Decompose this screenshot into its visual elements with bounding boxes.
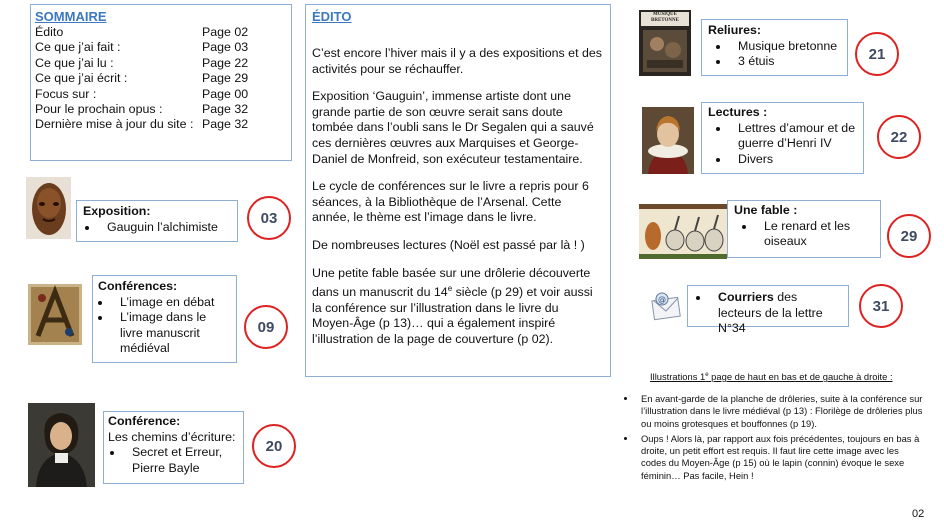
- exposition-box: [76, 200, 238, 242]
- sommaire-list: [35, 25, 291, 133]
- reliures-box: [701, 19, 848, 76]
- sommaire-row: [35, 56, 291, 71]
- illustrations-note: • En avant-garde de la planche de drôleries, suite à la conférence sur l’illustration dans le livre médiéval (p 13) : Florilège de drôleries plus ou moins grotesques et bouffonnes (p 19).: [637, 393, 923, 430]
- sommaire-row: [35, 71, 291, 86]
- musique-bretonne-cover-image: [639, 10, 691, 76]
- sommaire-row: [35, 40, 291, 55]
- sommaire-row-label: Ce que j’ai lu :: [35, 55, 114, 70]
- conference-heading: Conférence:: [108, 414, 181, 428]
- sommaire-row-label: Ce que j’ai écrit :: [35, 71, 128, 86]
- conferences-list: [98, 295, 231, 357]
- conference-subtitle: Les chemins d’écriture:: [108, 429, 236, 444]
- lectures-item: • Lettres d’amour et de guerre d’Henri IV: [730, 121, 857, 152]
- fable-list: [734, 219, 874, 250]
- courriers-list: [694, 290, 842, 337]
- illustrations-notes: [625, 393, 923, 485]
- fable-heading: Une fable :: [734, 203, 798, 217]
- reliures-heading: Reliures:: [708, 23, 762, 37]
- reliures-list: [708, 39, 841, 70]
- conferences-item: • L’image dans le livre manuscrit médiéval: [112, 310, 231, 357]
- queen-portrait-image: [642, 107, 694, 174]
- pierre-bayle-portrait-image: [28, 403, 95, 487]
- sommaire-row: [35, 117, 291, 132]
- sommaire-row-label: Édito: [35, 25, 64, 39]
- fable-item: • Le renard et les oiseaux: [756, 219, 874, 250]
- page-number-circle-reliures: 21: [855, 32, 899, 76]
- fable-box: [727, 200, 881, 258]
- page-number: 02: [912, 508, 925, 520]
- conferences-item: • L’image en débat: [112, 295, 231, 311]
- conference-box: [103, 411, 244, 484]
- reliures-item: • 3 étuis: [730, 54, 841, 70]
- courriers-box: [687, 285, 849, 335]
- page-number-circle-courriers: 31: [859, 284, 903, 328]
- lectures-list: [708, 121, 857, 168]
- fox-and-birds-drolerie-image: [639, 204, 727, 259]
- edito-paragraph: C’est encore l’hiver mais il y a des expositions et des activités pour se réchauffer.: [312, 46, 602, 76]
- exposition-heading: Exposition:: [83, 204, 151, 218]
- edito-box: [305, 4, 611, 377]
- page-number-circle-fable: 29: [887, 214, 931, 258]
- edito-paragraph: De nombreuses lectures (Noël est passé par là ! ): [312, 237, 585, 252]
- reliures-item: • Musique bretonne: [730, 39, 841, 55]
- sommaire-row-page: Page 03: [202, 40, 249, 55]
- lectures-item: • Divers: [730, 152, 857, 168]
- edito-paragraph: Le cycle de conférences sur le livre a repris pour 6 séances, à la Bibliothèque de l’Arsenal. Cette année, le thème est l’image dans le livre.: [312, 179, 589, 225]
- sommaire-row-label: Pour le prochain opus :: [35, 102, 163, 117]
- page-number-circle-lectures: 22: [877, 115, 921, 159]
- sommaire-title: SOMMAIRE: [35, 9, 107, 24]
- mask-portrait-image: [26, 177, 71, 239]
- cover-title-text: MUSIQUE BRETONNE: [651, 12, 679, 23]
- mail-envelope-icon: [651, 291, 681, 321]
- sommaire-row: [35, 25, 291, 40]
- illustrations-notes-list: [625, 393, 923, 482]
- sommaire-row: [35, 87, 291, 102]
- sommaire-row-page: Page 32: [202, 117, 249, 132]
- sommaire-row-label: Focus sur :: [35, 86, 97, 101]
- page-number-circle-exposition: 03: [247, 196, 291, 240]
- sommaire-row-page: Page 32: [202, 102, 249, 117]
- sommaire-box: [30, 4, 292, 161]
- conferences-box: [92, 275, 237, 363]
- exposition-item: • Gauguin l’alchimiste: [99, 220, 231, 236]
- conferences-heading: Conférences:: [98, 279, 178, 293]
- manuscript-initial-image: [28, 284, 82, 345]
- edito-paragraphs: [312, 46, 602, 254]
- svg-text:@: @: [658, 295, 666, 304]
- sommaire-row-label: Ce que j’ai fait :: [35, 40, 121, 55]
- conference-list: [108, 445, 239, 476]
- conference-item: • Secret et Erreur, Pierre Bayle: [124, 445, 239, 476]
- sommaire-row-page: Page 00: [202, 86, 249, 101]
- courriers-item: • Courriers des lecteurs de la lettre N°34: [710, 290, 842, 337]
- sommaire-row: [35, 102, 291, 117]
- sommaire-row-label: Dernière mise à jour du site :: [35, 117, 194, 132]
- page-number-circle-conference: 20: [252, 424, 296, 468]
- sommaire-row-page: Page 22: [202, 55, 249, 70]
- illustrations-note: • Oups ! Alors là, par rapport aux fois précédentes, toujours en bas à droite, un petit effort est requis. Il faut lire cette image avec les codes du Moyen-Âge (p 15) où le lapin (connin) évoque le sexe féminin… Pas facile, Hein !: [637, 433, 923, 482]
- edito-title: ÉDITO: [312, 9, 352, 24]
- sommaire-row-page: Page 29: [202, 71, 249, 86]
- lectures-box: [701, 102, 864, 174]
- edito-paragraph-last: Une petite fable basée sur une drôlerie découverte dans un manuscrit du 14e siècle (p 29) et voir aussi la conférence sur l’illustration dans le livre du Moyen-Âge (p 13)… qui a également inspiré l’illustration de la page de couverture (p 02).: [312, 265, 593, 347]
- lectures-heading: Lectures :: [708, 105, 768, 119]
- page-number-circle-conferences: 09: [244, 305, 288, 349]
- edito-paragraph: Exposition ‘Gauguin’, immense artiste dont une grande partie de son œuvre serait sans doute tombée dans l’oubli sans le Dr Segalen qui a sauvé ces dernières œuvres aux Marquises et George-Daniel de Monfreid, son exécuteur testamentaire.: [312, 89, 594, 166]
- illustrations-caption: Illustrations 1e page de haut en bas et de gauche à droite :: [650, 371, 893, 383]
- sommaire-row-page: Page 02: [202, 25, 249, 39]
- exposition-list: [83, 220, 231, 236]
